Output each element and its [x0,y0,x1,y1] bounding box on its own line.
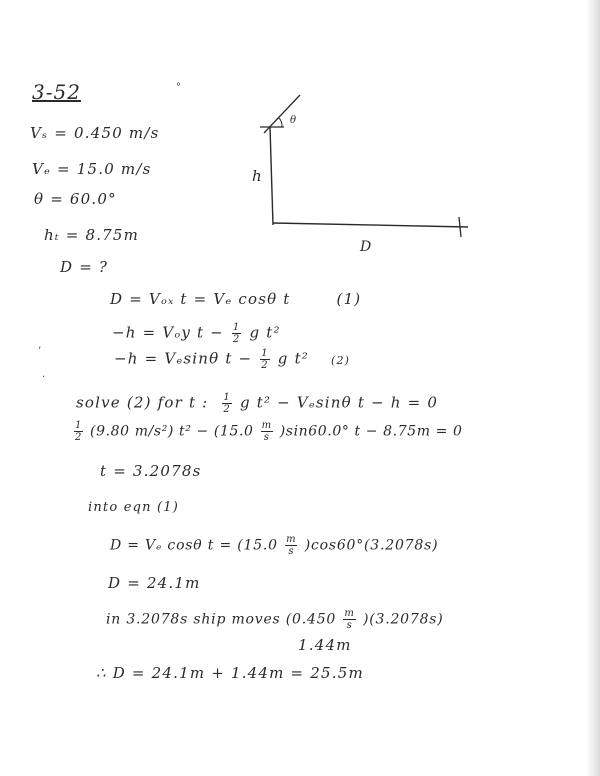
equation-2a-left: −h = Vₒy t − [112,323,224,342]
given-height: hₜ = 8.75m [44,226,140,244]
height-line [270,127,273,225]
half-fraction [232,322,242,345]
equation-1 [110,290,361,308]
stray-mark: ° [176,82,181,93]
page-edge-shadow [586,0,600,776]
substituted-part-b: )sin60.0° t − 8.75m = 0 [279,423,463,440]
equation-2b-left: −h = Vₑsinθ t − [114,349,253,368]
equation-1-text: D = Vₒₓ t = Vₑ cosθ t [110,290,291,308]
equation-2b [114,348,350,371]
substituted-part-a: (9.80 m/s²) t² − (15.0 [90,423,254,440]
half-fraction [222,392,232,415]
half-fraction [260,348,270,371]
ms-den: s [346,620,353,631]
ship-line-part-a: in 3.2078s ship moves (0.450 [106,611,337,628]
half-num: 1 [75,420,82,431]
diagram-label-h: h [252,167,262,185]
given-launch-speed: Vₑ = 15.0 m/s [32,160,152,178]
stray-mark: · [42,372,46,383]
equation-2-tag: (2) [330,353,351,367]
distance-line [273,223,468,227]
half-den: 2 [75,432,82,443]
launch-diagram [240,85,480,255]
half-num: 1 [261,348,269,359]
diagram-label-d: D [360,239,372,255]
half-den: 2 [232,334,241,345]
d-calculation [110,534,438,557]
ms-fraction [343,608,355,631]
t-result: t = 3.2078s [100,462,202,480]
final-answer: ∴ D = 24.1m + 1.44m = 25.5m [96,664,364,682]
ms-den: s [263,432,270,443]
ship-result: 1.44m [298,636,352,654]
substituted-line [72,420,463,443]
ship-line-part-b: )(3.2078s) [362,611,444,628]
d-result: D = 24.1m [108,574,201,592]
ship-line [106,608,444,631]
stray-mark: ’ [38,346,42,357]
d-calc-part-b: )cos60°(3.2078s) [304,537,439,554]
solve-line [76,392,438,415]
given-ship-speed: Vₛ = 0.450 m/s [30,124,160,142]
given-angle: θ = 60.0° [34,190,117,208]
equation-2b-right: g t² [277,349,310,368]
ms-num: m [261,420,272,431]
given-unknown: D = ? [60,258,109,276]
ms-num: m [344,608,355,619]
ms-den: s [288,546,295,557]
ms-num: m [286,534,297,545]
solve-right: g t² − Vₑsinθ t − h = 0 [239,393,439,412]
equation-2a [112,322,281,345]
solve-prefix: solve (2) for t : [76,393,209,412]
diagram-label-theta: θ [290,115,297,126]
ms-fraction [261,420,273,443]
ms-fraction [285,534,297,557]
half-den: 2 [223,404,231,415]
equation-1-tag: (1) [336,290,362,308]
half-den: 2 [261,360,269,371]
into-eqn-note: into eqn (1) [88,500,180,515]
half-num: 1 [223,392,231,403]
half-fraction [74,420,83,443]
equation-2a-right: g t² [249,323,281,342]
d-calc-part-a: D = Vₑ cosθ t = (15.0 [110,537,278,554]
half-num: 1 [232,322,241,333]
problem-number: 3-52 [32,80,81,104]
